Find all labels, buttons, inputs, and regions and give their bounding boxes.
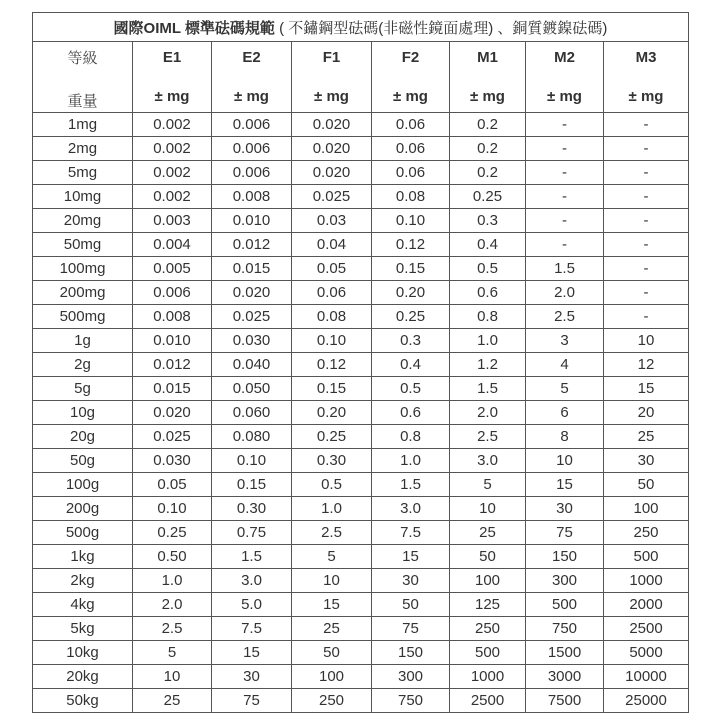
tolerance-cell: - [526, 233, 604, 257]
weight-cell: 50mg [33, 233, 133, 257]
tolerance-cell: 750 [372, 689, 450, 713]
grade-label: 等級 [67, 50, 98, 67]
tolerance-cell: 75 [212, 689, 292, 713]
tolerance-cell: 12 [604, 353, 689, 377]
tolerance-cell: 25 [450, 521, 526, 545]
tolerance-cell: 1000 [450, 665, 526, 689]
table-row [33, 449, 689, 473]
tolerance-cell: 50 [372, 593, 450, 617]
table-row [33, 401, 689, 425]
tolerance-cell: 0.25 [372, 305, 450, 329]
tolerance-cell: 5 [450, 473, 526, 497]
table-row [33, 113, 689, 137]
tolerance-cell: 1.0 [450, 329, 526, 353]
tolerance-cell: 100 [292, 665, 372, 689]
table-row [33, 305, 689, 329]
tolerance-cell: 30 [526, 497, 604, 521]
tolerance-cell: 0.5 [292, 473, 372, 497]
tolerance-cell: 2500 [604, 617, 689, 641]
weight-cell: 500g [33, 521, 133, 545]
tolerance-cell: 25000 [604, 689, 689, 713]
header-class-e1 [133, 42, 212, 113]
tolerance-cell: 150 [372, 641, 450, 665]
tolerance-cell: 0.025 [292, 185, 372, 209]
tolerance-cell: 750 [526, 617, 604, 641]
weight-cell: 2g [33, 353, 133, 377]
tolerance-cell: 3000 [526, 665, 604, 689]
tolerance-cell: 0.25 [450, 185, 526, 209]
table-row [33, 545, 689, 569]
tolerance-cell: 0.080 [212, 425, 292, 449]
tolerance-cell: 0.004 [133, 233, 212, 257]
tolerance-cell: 2.0 [450, 401, 526, 425]
class-name: E1 [162, 49, 182, 66]
tolerance-cell: 0.30 [292, 449, 372, 473]
tolerance-cell: 0.15 [292, 377, 372, 401]
tolerance-cell: 0.20 [292, 401, 372, 425]
weight-cell: 20g [33, 425, 133, 449]
tolerance-cell: 100 [604, 497, 689, 521]
unit-label: ± mg [628, 88, 664, 105]
table-row [33, 497, 689, 521]
tolerance-cell: - [526, 113, 604, 137]
tolerance-cell: - [604, 281, 689, 305]
tolerance-cell: 0.040 [212, 353, 292, 377]
header-class-m3 [604, 42, 689, 113]
title-row [33, 13, 689, 42]
tolerance-cell: 4 [526, 353, 604, 377]
tolerance-cell: 25 [292, 617, 372, 641]
tolerance-cell: 30 [604, 449, 689, 473]
table-row [33, 329, 689, 353]
tolerance-cell: - [526, 185, 604, 209]
weight-cell: 5mg [33, 161, 133, 185]
weight-cell: 4kg [33, 593, 133, 617]
tolerance-cell: 0.025 [133, 425, 212, 449]
table-row [33, 473, 689, 497]
tolerance-cell: 15 [212, 641, 292, 665]
tolerance-cell: 300 [526, 569, 604, 593]
table-row [33, 233, 689, 257]
tolerance-cell: - [604, 161, 689, 185]
table-row [33, 185, 689, 209]
tolerance-cell: 2.5 [526, 305, 604, 329]
tolerance-cell: 0.020 [133, 401, 212, 425]
tolerance-cell: 2500 [450, 689, 526, 713]
tolerance-cell: 0.002 [133, 185, 212, 209]
tolerance-cell: 0.025 [212, 305, 292, 329]
table-row [33, 593, 689, 617]
tolerance-cell: 1.5 [526, 257, 604, 281]
tolerance-cell: 0.012 [212, 233, 292, 257]
tolerance-cell: 0.10 [133, 497, 212, 521]
tolerance-cell: 10 [526, 449, 604, 473]
unit-label: ± mg [470, 88, 505, 105]
tolerance-cell: 0.50 [133, 545, 212, 569]
tolerance-cell: 0.12 [372, 233, 450, 257]
tolerance-cell: 30 [212, 665, 292, 689]
tolerance-cell: 250 [292, 689, 372, 713]
tolerance-cell: 0.002 [133, 113, 212, 137]
tolerance-cell: 0.06 [372, 161, 450, 185]
tolerance-cell: 15 [372, 545, 450, 569]
tolerance-cell: - [604, 185, 689, 209]
title-subtitle: ( 不鏽鋼型砝碼(非磁性鏡面處理) 、銅質鍍鎳砝碼) [279, 19, 608, 37]
tolerance-cell: 0.03 [292, 209, 372, 233]
tolerance-cell: 6 [526, 401, 604, 425]
tolerance-cell: - [604, 305, 689, 329]
header-class-m2 [526, 42, 604, 113]
tolerance-cell: 2.5 [450, 425, 526, 449]
tolerance-cell: 0.030 [212, 329, 292, 353]
tolerance-cell: 0.8 [450, 305, 526, 329]
tolerance-cell: 25 [133, 689, 212, 713]
unit-label: ± mg [234, 88, 269, 105]
tolerance-cell: 8 [526, 425, 604, 449]
tolerance-cell: - [526, 161, 604, 185]
tolerance-cell: 0.010 [133, 329, 212, 353]
tolerance-cell: 0.5 [372, 377, 450, 401]
tolerance-cell: 5.0 [212, 593, 292, 617]
tolerance-cell: 0.30 [212, 497, 292, 521]
tolerance-cell: 2.5 [133, 617, 212, 641]
table-row [33, 209, 689, 233]
weight-cell: 5g [33, 377, 133, 401]
class-name: F2 [401, 49, 420, 66]
tolerance-cell: 0.006 [212, 113, 292, 137]
tolerance-cell: 1.5 [450, 377, 526, 401]
tolerance-cell: 0.012 [133, 353, 212, 377]
tolerance-cell: 0.75 [212, 521, 292, 545]
tolerance-cell: 0.020 [292, 161, 372, 185]
tolerance-cell: 500 [450, 641, 526, 665]
tolerance-cell: 0.08 [292, 305, 372, 329]
weight-cell: 200g [33, 497, 133, 521]
table-row [33, 425, 689, 449]
header-class-m1 [450, 42, 526, 113]
table-row [33, 137, 689, 161]
table-row [33, 665, 689, 689]
header-class-f2 [372, 42, 450, 113]
weight-cell: 10mg [33, 185, 133, 209]
tolerance-cell: - [604, 233, 689, 257]
tolerance-cell: 0.4 [372, 353, 450, 377]
tolerance-cell: 0.2 [450, 161, 526, 185]
tolerance-cell: 250 [604, 521, 689, 545]
tolerance-cell: 0.050 [212, 377, 292, 401]
table-row [33, 377, 689, 401]
weight-cell: 10kg [33, 641, 133, 665]
tolerance-cell: 0.020 [292, 137, 372, 161]
tolerance-cell: 7.5 [372, 521, 450, 545]
tolerance-cell: 10 [292, 569, 372, 593]
tolerance-cell: 300 [372, 665, 450, 689]
tolerance-cell: - [604, 113, 689, 137]
tolerance-cell: 0.2 [450, 113, 526, 137]
tolerance-cell: 1.5 [372, 473, 450, 497]
weight-cell: 10g [33, 401, 133, 425]
tolerance-cell: - [604, 257, 689, 281]
tolerance-cell: 0.6 [372, 401, 450, 425]
tolerance-cell: 0.002 [133, 137, 212, 161]
tolerance-cell: 15 [292, 593, 372, 617]
tolerance-cell: 0.015 [133, 377, 212, 401]
tolerance-cell: 0.25 [133, 521, 212, 545]
tolerance-cell: 0.06 [372, 113, 450, 137]
tolerance-cell: 100 [450, 569, 526, 593]
table-row [33, 689, 689, 713]
tolerance-cell: 30 [372, 569, 450, 593]
oiml-weight-tolerance-table [32, 12, 689, 713]
tolerance-cell: 0.002 [133, 161, 212, 185]
tolerance-cell: 0.005 [133, 257, 212, 281]
tolerance-cell: 1000 [604, 569, 689, 593]
tolerance-cell: 0.08 [372, 185, 450, 209]
header-grade-weight-cell [33, 42, 133, 113]
tolerance-cell: - [526, 137, 604, 161]
tolerance-cell: 2.0 [133, 593, 212, 617]
tolerance-cell: 0.05 [292, 257, 372, 281]
tolerance-cell: 0.010 [212, 209, 292, 233]
table-row [33, 281, 689, 305]
tolerance-cell: 10 [604, 329, 689, 353]
tolerance-cell: 10 [133, 665, 212, 689]
tolerance-cell: 3 [526, 329, 604, 353]
table-row [33, 257, 689, 281]
tolerance-cell: 125 [450, 593, 526, 617]
table-row [33, 569, 689, 593]
unit-label: ± mg [393, 88, 428, 105]
tolerance-cell: 5 [292, 545, 372, 569]
oiml-table-container [32, 12, 689, 713]
tolerance-cell: 0.2 [450, 137, 526, 161]
weight-cell: 50g [33, 449, 133, 473]
tolerance-cell: 0.04 [292, 233, 372, 257]
class-name: M2 [554, 49, 575, 66]
tolerance-cell: 7.5 [212, 617, 292, 641]
tolerance-cell: 0.6 [450, 281, 526, 305]
tolerance-cell: 1.0 [292, 497, 372, 521]
weight-cell: 1kg [33, 545, 133, 569]
table-row [33, 161, 689, 185]
tolerance-cell: 0.5 [450, 257, 526, 281]
tolerance-cell: 3.0 [212, 569, 292, 593]
tolerance-cell: 3.0 [450, 449, 526, 473]
tolerance-cell: 1500 [526, 641, 604, 665]
tolerance-cell: 20 [604, 401, 689, 425]
tolerance-cell: 0.015 [212, 257, 292, 281]
tolerance-cell: 0.15 [372, 257, 450, 281]
class-name: M3 [635, 49, 657, 66]
tolerance-cell: 10000 [604, 665, 689, 689]
tolerance-cell: 50 [604, 473, 689, 497]
tolerance-cell: 1.5 [212, 545, 292, 569]
tolerance-cell: 2.5 [292, 521, 372, 545]
tolerance-cell: 0.05 [133, 473, 212, 497]
class-name: M1 [477, 49, 498, 66]
unit-label: ± mg [154, 88, 190, 105]
weight-cell: 500mg [33, 305, 133, 329]
class-name: F1 [322, 49, 341, 66]
tolerance-cell: 0.020 [212, 281, 292, 305]
tolerance-cell: 0.10 [212, 449, 292, 473]
tolerance-cell: 0.006 [212, 137, 292, 161]
tolerance-cell: 0.25 [292, 425, 372, 449]
weight-cell: 5kg [33, 617, 133, 641]
tolerance-cell: 0.10 [372, 209, 450, 233]
tolerance-cell: - [604, 209, 689, 233]
table-title [33, 13, 689, 42]
tolerance-cell: 1.0 [133, 569, 212, 593]
header-class-f1 [292, 42, 372, 113]
tolerance-cell: 15 [604, 377, 689, 401]
tolerance-cell: 500 [526, 593, 604, 617]
tolerance-cell: 0.006 [212, 161, 292, 185]
table-row [33, 617, 689, 641]
table-row [33, 641, 689, 665]
tolerance-cell: 0.006 [133, 281, 212, 305]
weight-cell: 20mg [33, 209, 133, 233]
tolerance-cell: 50 [450, 545, 526, 569]
tolerance-cell: 0.020 [292, 113, 372, 137]
tolerance-cell: 75 [526, 521, 604, 545]
table-row [33, 353, 689, 377]
weight-cell: 20kg [33, 665, 133, 689]
tolerance-cell: 7500 [526, 689, 604, 713]
tolerance-cell: 250 [450, 617, 526, 641]
weight-cell: 1mg [33, 113, 133, 137]
tolerance-cell: 50 [292, 641, 372, 665]
tolerance-cell: 0.8 [372, 425, 450, 449]
weight-cell: 200mg [33, 281, 133, 305]
tolerance-cell: 0.3 [372, 329, 450, 353]
weight-cell: 100g [33, 473, 133, 497]
tolerance-cell: - [526, 209, 604, 233]
tolerance-cell: 0.15 [212, 473, 292, 497]
tolerance-cell: 0.06 [292, 281, 372, 305]
tolerance-cell: 0.12 [292, 353, 372, 377]
tolerance-cell: 0.10 [292, 329, 372, 353]
tolerance-cell: 3.0 [372, 497, 450, 521]
tolerance-cell: 75 [372, 617, 450, 641]
tolerance-cell: 1.2 [450, 353, 526, 377]
tolerance-cell: 25 [604, 425, 689, 449]
tolerance-cell: 0.3 [450, 209, 526, 233]
title-main: 國際OIML 標準砝碼規範 [113, 19, 275, 37]
tolerance-cell: 1.0 [372, 449, 450, 473]
tolerance-cell: 5 [526, 377, 604, 401]
weight-cell: 1g [33, 329, 133, 353]
tolerance-cell: 0.4 [450, 233, 526, 257]
header-row [33, 42, 689, 113]
weight-cell: 2mg [33, 137, 133, 161]
weight-cell: 50kg [33, 689, 133, 713]
tolerance-cell: 2.0 [526, 281, 604, 305]
unit-label: ± mg [547, 88, 582, 105]
tolerance-cell: 5 [133, 641, 212, 665]
tolerance-cell: 0.20 [372, 281, 450, 305]
weight-cell: 100mg [33, 257, 133, 281]
tolerance-cell: 0.003 [133, 209, 212, 233]
weight-label: 重量 [67, 93, 98, 110]
class-name: E2 [242, 49, 261, 66]
header-class-e2 [212, 42, 292, 113]
tolerance-cell: 500 [604, 545, 689, 569]
tolerance-cell: 0.030 [133, 449, 212, 473]
unit-label: ± mg [314, 88, 349, 105]
weight-cell: 2kg [33, 569, 133, 593]
tolerance-cell: 0.060 [212, 401, 292, 425]
tolerance-cell: 15 [526, 473, 604, 497]
tolerance-cell: 10 [450, 497, 526, 521]
tolerance-cell: 0.06 [372, 137, 450, 161]
tolerance-cell: - [604, 137, 689, 161]
tolerance-cell: 5000 [604, 641, 689, 665]
tolerance-cell: 2000 [604, 593, 689, 617]
tolerance-cell: 0.008 [133, 305, 212, 329]
tolerance-cell: 150 [526, 545, 604, 569]
tolerance-cell: 0.008 [212, 185, 292, 209]
table-row [33, 521, 689, 545]
